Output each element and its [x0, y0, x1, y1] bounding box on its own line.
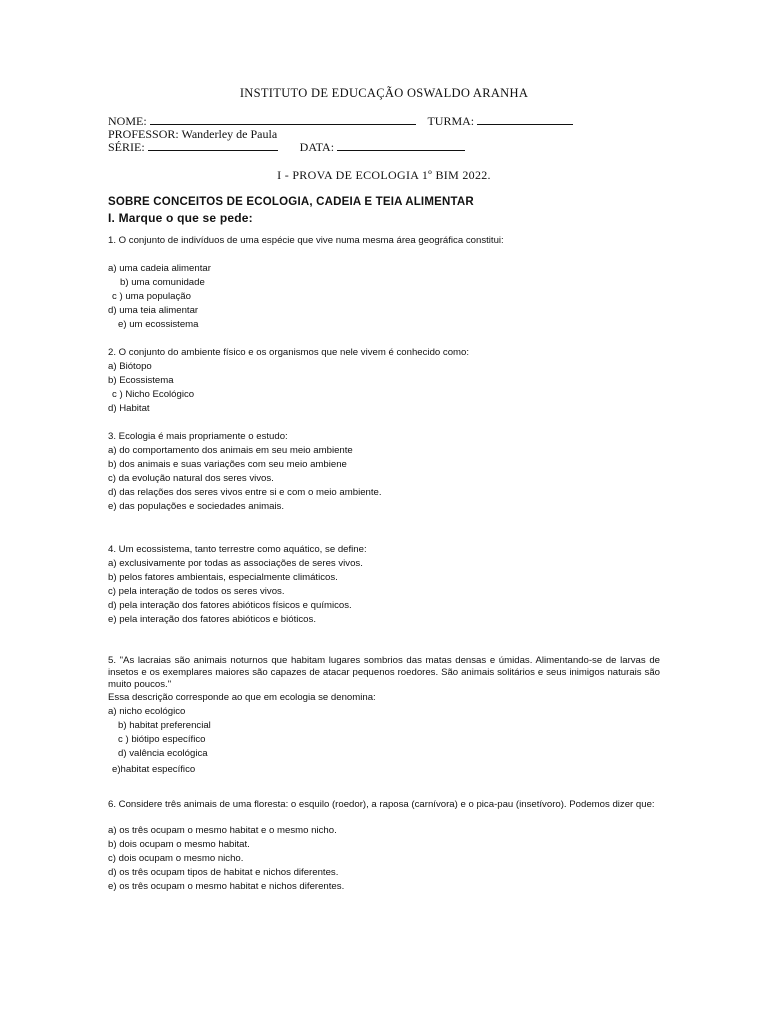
question-1-stem: 1. O conjunto de indivíduos de uma espécie que vive numa mesma área geográfica constitui: — [108, 235, 504, 246]
question-3-option-a[interactable]: a) do comportamento dos animais em seu meio ambiente — [108, 445, 353, 456]
question-1-option-b[interactable]: b) uma comunidade — [120, 277, 205, 288]
question-2-option-a[interactable]: a) Biótopo — [108, 361, 152, 372]
nome-blank[interactable] — [150, 114, 416, 125]
question-3-option-d[interactable]: d) das relações dos seres vivos entre si e com o meio ambiente. — [108, 487, 382, 498]
question-3-option-b[interactable]: b) dos animais e suas variações com seu meio ambiene — [108, 459, 347, 470]
question-5-option-c[interactable]: c ) biótipo específico — [118, 734, 206, 745]
question-2-option-d[interactable]: d) Habitat — [108, 403, 150, 414]
serie-blank[interactable] — [148, 140, 278, 151]
question-5-option-d[interactable]: d) valência ecológica — [118, 748, 208, 759]
question-3-option-c[interactable]: c) da evolução natural dos seres vivos. — [108, 473, 274, 484]
professor-line: PROFESSOR: Wanderley de Paula — [108, 127, 278, 141]
question-3-option-e[interactable]: e) das populações e sociedades animais. — [108, 501, 284, 512]
serie-data-field — [108, 140, 465, 155]
section-subtitle: I. Marque o que se pede: — [108, 211, 253, 225]
question-5-option-b[interactable]: b) habitat preferencial — [118, 720, 211, 731]
turma-label: TURMA: — [427, 114, 475, 128]
question-1-option-e[interactable]: e) um ecossistema — [118, 319, 199, 330]
question-5-followup: Essa descrição corresponde ao que em ecologia se denomina: — [108, 692, 376, 703]
question-5-stem: 5. "As lacraias são animais noturnos que habitam lugares sombrios das matas densas e úmidas. Alimentando-se de larvas de insetos e os exemplares maiores são capazes de atacar pequenos roedores. São animais solitários e seus inimigos naturais são muito poucos." — [108, 655, 660, 690]
question-3-stem: 3. Ecologia é mais propriamente o estudo: — [108, 431, 288, 442]
question-5-option-e[interactable]: e)habitat específico — [112, 764, 196, 775]
question-6-stem: 6. Considere três animais de uma floresta: o esquilo (roedor), a raposa (carnívora) e o pica-pau (insetívoro). Podemos dizer que: — [108, 799, 655, 810]
question-6-option-a[interactable]: a) os três ocupam o mesmo habitat e o mesmo nicho. — [108, 825, 337, 836]
turma-blank[interactable] — [477, 114, 573, 125]
question-6-option-d[interactable]: d) os três ocupam tipos de habitat e nichos diferentes. — [108, 867, 339, 878]
question-6-option-b[interactable]: b) dois ocupam o mesmo habitat. — [108, 839, 250, 850]
question-1-option-c[interactable]: c ) uma população — [112, 291, 191, 302]
question-4-option-d[interactable]: d) pela interação dos fatores abióticos físicos e químicos. — [108, 600, 352, 611]
exam-title: I - PROVA DE ECOLOGIA 1º BIM 2022. — [277, 168, 491, 182]
data-blank[interactable] — [337, 140, 465, 151]
question-4-option-b[interactable]: b) pelos fatores ambientais, especialmente climáticos. — [108, 572, 338, 583]
serie-label: SÉRIE: — [108, 140, 145, 154]
question-4-option-e[interactable]: e) pela interação dos fatores abióticos e bióticos. — [108, 614, 316, 625]
nome-label: NOME: — [108, 114, 147, 128]
section-title: SOBRE CONCEITOS DE ECOLOGIA, CADEIA E TEIA ALIMENTAR — [108, 196, 474, 208]
question-1-option-a[interactable]: a) uma cadeia alimentar — [108, 263, 211, 274]
institution-title: INSTITUTO DE EDUCAÇÃO OSWALDO ARANHA — [239, 86, 529, 100]
question-2-stem: 2. O conjunto do ambiente físico e os organismos que nele vivem é conhecido como: — [108, 347, 470, 358]
question-4-option-c[interactable]: c) pela interação de todos os seres vivos. — [108, 586, 285, 597]
question-5-option-a[interactable]: a) nicho ecológico — [108, 706, 186, 717]
question-4-option-a[interactable]: a) exclusivamente por todas as associações de seres vivos. — [108, 558, 363, 569]
question-2-option-b[interactable]: b) Ecossistema — [108, 375, 174, 386]
data-label: DATA: — [299, 140, 335, 154]
question-2-option-c[interactable]: c ) Nicho Ecológico — [112, 389, 195, 400]
question-6-option-c[interactable]: c) dois ocupam o mesmo nicho. — [108, 853, 244, 864]
question-6-option-e[interactable]: e) os três ocupam o mesmo habitat e nichos diferentes. — [108, 881, 345, 892]
question-4-stem: 4. Um ecossistema, tanto terrestre como aquático, se define: — [108, 544, 367, 555]
question-1-option-d[interactable]: d) uma teia alimentar — [108, 305, 199, 316]
